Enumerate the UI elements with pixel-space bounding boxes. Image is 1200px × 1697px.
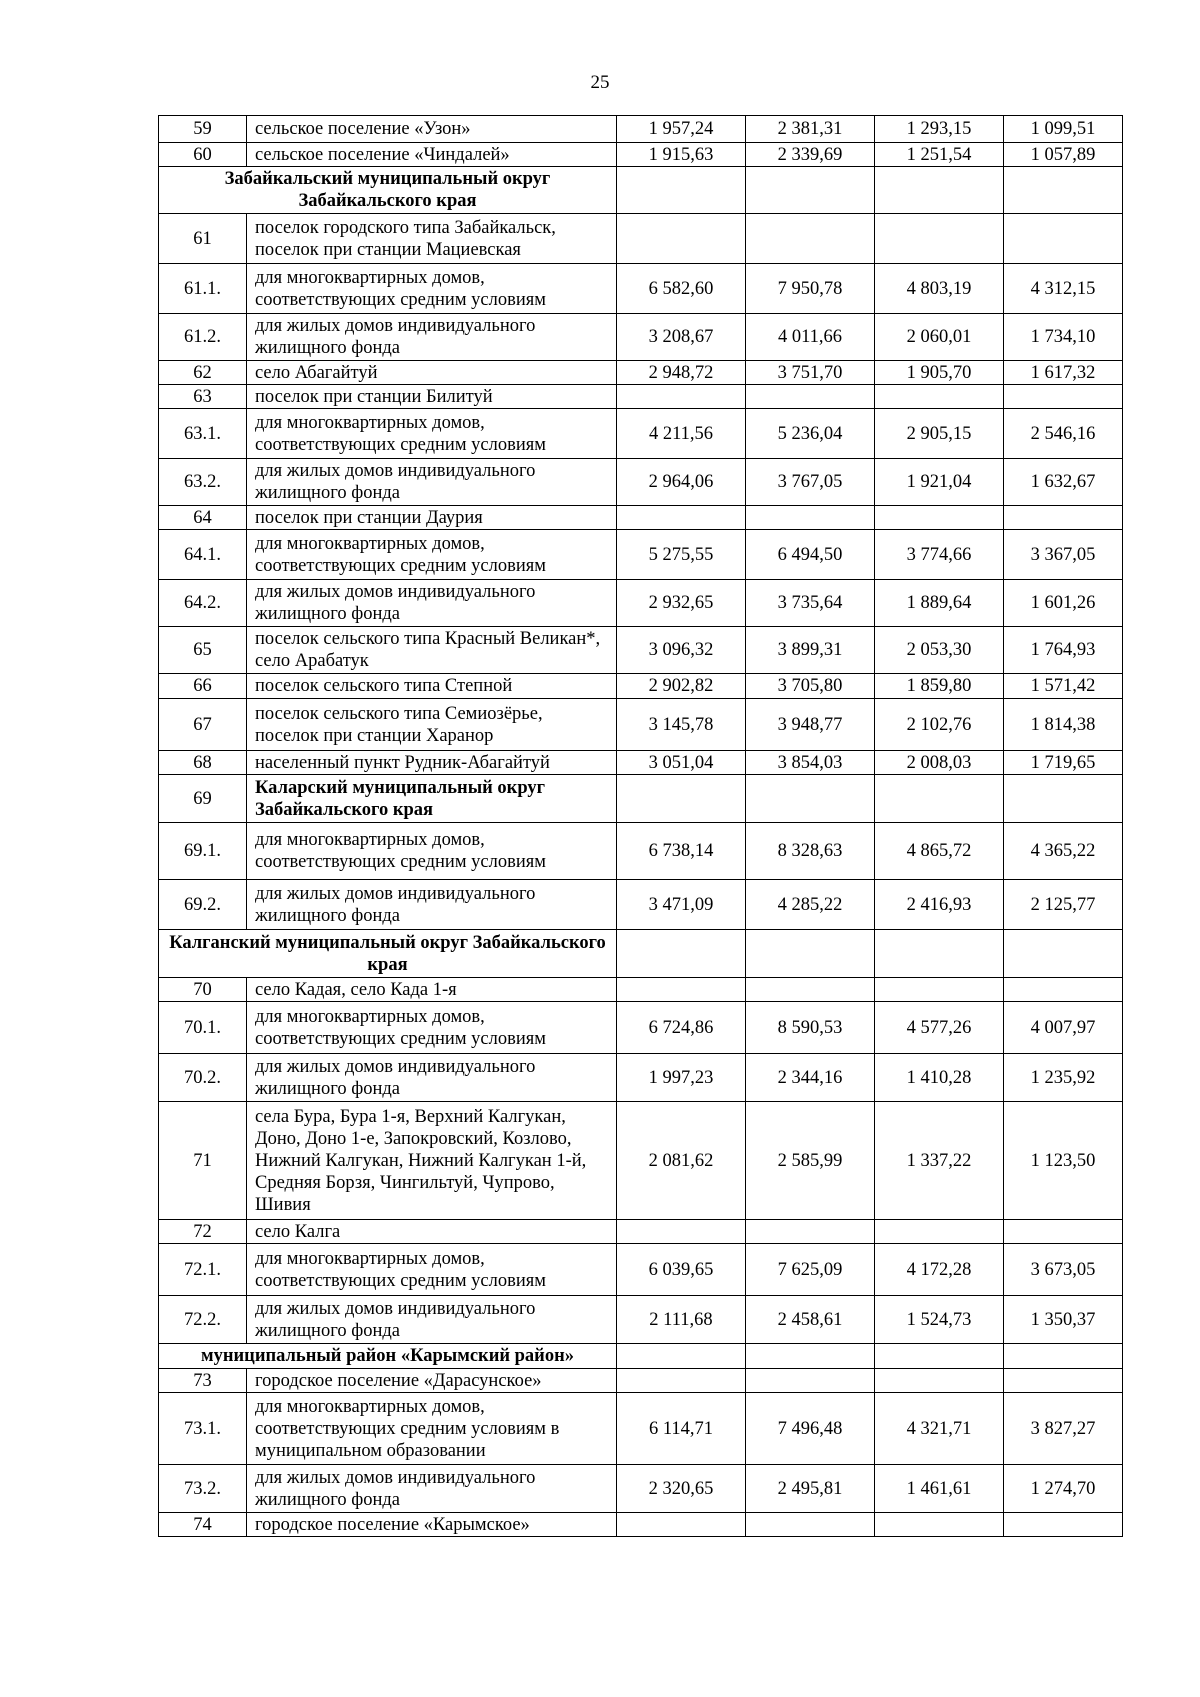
section-heading: Забайкальский муниципальный округ Забайкальского края <box>159 167 617 214</box>
value-cell <box>617 978 746 1002</box>
empty-cell <box>617 930 746 978</box>
value-cell: 2 495,81 <box>746 1465 875 1513</box>
table-row <box>159 1296 1123 1344</box>
row-number: 67 <box>159 699 247 751</box>
row-number: 66 <box>159 674 247 699</box>
value-cell: 3 673,05 <box>1004 1244 1123 1296</box>
row-name: села Бура, Бура 1-я, Верхний Калгукан, Доно, Доно 1-е, Запокровский, Козлово, Нижний Калгукан, Нижний Калгукан 1-й, Средняя Борзя, Чингильтуй, Чупрово, Шивия <box>247 1102 617 1220</box>
table-row <box>159 1513 1123 1537</box>
value-cell: 2 102,76 <box>875 699 1004 751</box>
value-cell: 1 957,24 <box>617 116 746 143</box>
row-name: сельское поселение «Узон» <box>247 116 617 143</box>
table-row <box>159 674 1123 699</box>
empty-cell <box>875 167 1004 214</box>
section-heading: Калганский муниципальный округ Забайкальского края <box>159 930 617 978</box>
value-cell <box>746 1513 875 1537</box>
value-cell: 2 905,15 <box>875 409 1004 459</box>
value-cell: 6 039,65 <box>617 1244 746 1296</box>
value-cell: 1 461,61 <box>875 1465 1004 1513</box>
table-row <box>159 143 1123 167</box>
row-name: поселок сельского типа Степной <box>247 674 617 699</box>
row-name: поселок сельского типа Красный Великан*, село Арабатук <box>247 627 617 674</box>
table-row <box>159 214 1123 264</box>
tariff-table <box>158 115 1123 1537</box>
row-number: 73 <box>159 1369 247 1393</box>
row-name: для жилых домов индивидуального жилищного фонда <box>247 580 617 627</box>
row-number: 60 <box>159 143 247 167</box>
row-number: 69.2. <box>159 880 247 930</box>
row-name: для многоквартирных домов, соответствующих средним условиям <box>247 264 617 314</box>
row-number: 72.1. <box>159 1244 247 1296</box>
value-cell: 6 114,71 <box>617 1393 746 1465</box>
table-row <box>159 1369 1123 1393</box>
value-cell: 1 571,42 <box>1004 674 1123 699</box>
value-cell: 4 321,71 <box>875 1393 1004 1465</box>
table-row <box>159 409 1123 459</box>
value-cell: 1 410,28 <box>875 1054 1004 1102</box>
value-cell <box>1004 506 1123 530</box>
value-cell: 1 601,26 <box>1004 580 1123 627</box>
value-cell: 3 767,05 <box>746 459 875 506</box>
value-cell: 7 950,78 <box>746 264 875 314</box>
value-cell: 4 007,97 <box>1004 1002 1123 1054</box>
row-name: поселок при станции Даурия <box>247 506 617 530</box>
value-cell: 4 312,15 <box>1004 264 1123 314</box>
value-cell <box>617 1220 746 1244</box>
value-cell: 3 751,70 <box>746 361 875 385</box>
table-row <box>159 1244 1123 1296</box>
value-cell: 3 948,77 <box>746 699 875 751</box>
value-cell <box>875 214 1004 264</box>
value-cell <box>617 214 746 264</box>
value-cell: 4 172,28 <box>875 1244 1004 1296</box>
empty-cell <box>1004 775 1123 823</box>
value-cell: 2 344,16 <box>746 1054 875 1102</box>
row-number: 63.2. <box>159 459 247 506</box>
row-name: поселок сельского типа Семиозёрье, поселок при станции Харанор <box>247 699 617 751</box>
value-cell <box>746 1220 875 1244</box>
row-name: поселок при станции Билитуй <box>247 385 617 409</box>
value-cell: 4 365,22 <box>1004 823 1123 880</box>
value-cell: 3 208,67 <box>617 314 746 361</box>
row-number: 68 <box>159 751 247 775</box>
value-cell: 2 948,72 <box>617 361 746 385</box>
row-name: сельское поселение «Чиндалей» <box>247 143 617 167</box>
value-cell: 4 865,72 <box>875 823 1004 880</box>
table-row <box>159 1054 1123 1102</box>
value-cell: 3 705,80 <box>746 674 875 699</box>
row-name: городское поселение «Дарасунское» <box>247 1369 617 1393</box>
table-row <box>159 264 1123 314</box>
row-number: 64 <box>159 506 247 530</box>
empty-cell <box>617 1344 746 1369</box>
value-cell: 1 764,93 <box>1004 627 1123 674</box>
value-cell: 2 585,99 <box>746 1102 875 1220</box>
value-cell: 6 724,86 <box>617 1002 746 1054</box>
value-cell: 3 367,05 <box>1004 530 1123 580</box>
value-cell: 4 285,22 <box>746 880 875 930</box>
value-cell: 3 899,31 <box>746 627 875 674</box>
value-cell <box>875 385 1004 409</box>
value-cell: 4 211,56 <box>617 409 746 459</box>
value-cell: 3 051,04 <box>617 751 746 775</box>
value-cell: 1 915,63 <box>617 143 746 167</box>
value-cell: 3 735,64 <box>746 580 875 627</box>
value-cell: 3 774,66 <box>875 530 1004 580</box>
table-row <box>159 1102 1123 1220</box>
table-row <box>159 1393 1123 1465</box>
section-heading: муниципальный район «Карымский район» <box>159 1344 617 1369</box>
value-cell: 1 524,73 <box>875 1296 1004 1344</box>
table-row <box>159 116 1123 143</box>
table-row <box>159 699 1123 751</box>
row-number: 70.1. <box>159 1002 247 1054</box>
value-cell: 2 111,68 <box>617 1296 746 1344</box>
value-cell: 2 546,16 <box>1004 409 1123 459</box>
row-number: 69 <box>159 775 247 823</box>
table-row <box>159 385 1123 409</box>
value-cell: 3 096,32 <box>617 627 746 674</box>
value-cell <box>617 1369 746 1393</box>
value-cell: 2 081,62 <box>617 1102 746 1220</box>
value-cell: 1 889,64 <box>875 580 1004 627</box>
value-cell <box>1004 214 1123 264</box>
table-row <box>159 459 1123 506</box>
value-cell: 8 328,63 <box>746 823 875 880</box>
value-cell <box>1004 978 1123 1002</box>
value-cell: 3 471,09 <box>617 880 746 930</box>
value-cell: 2 964,06 <box>617 459 746 506</box>
row-name: село Калга <box>247 1220 617 1244</box>
value-cell <box>746 978 875 1002</box>
empty-cell <box>875 930 1004 978</box>
empty-cell <box>875 1344 1004 1369</box>
value-cell <box>1004 385 1123 409</box>
value-cell: 2 339,69 <box>746 143 875 167</box>
row-name: для многоквартирных домов, соответствующих средним условиям <box>247 530 617 580</box>
table-row <box>159 506 1123 530</box>
row-number: 63 <box>159 385 247 409</box>
row-number: 70.2. <box>159 1054 247 1102</box>
row-number: 59 <box>159 116 247 143</box>
section-heading: Каларский муниципальный округ Забайкальского края <box>247 775 617 823</box>
value-cell: 1 350,37 <box>1004 1296 1123 1344</box>
row-number: 61.1. <box>159 264 247 314</box>
value-cell: 1 859,80 <box>875 674 1004 699</box>
value-cell <box>1004 1220 1123 1244</box>
value-cell: 7 496,48 <box>746 1393 875 1465</box>
value-cell: 2 381,31 <box>746 116 875 143</box>
value-cell: 2 008,03 <box>875 751 1004 775</box>
row-number: 72 <box>159 1220 247 1244</box>
value-cell: 3 827,27 <box>1004 1393 1123 1465</box>
value-cell <box>746 385 875 409</box>
row-number: 61.2. <box>159 314 247 361</box>
table-row <box>159 1465 1123 1513</box>
value-cell <box>875 1513 1004 1537</box>
empty-cell <box>617 775 746 823</box>
table-row <box>159 627 1123 674</box>
value-cell: 5 275,55 <box>617 530 746 580</box>
row-name: поселок городского типа Забайкальск, поселок при станции Мациевская <box>247 214 617 264</box>
value-cell: 2 902,82 <box>617 674 746 699</box>
value-cell: 4 803,19 <box>875 264 1004 314</box>
value-cell: 1 905,70 <box>875 361 1004 385</box>
row-name: для многоквартирных домов, соответствующих средним условиям <box>247 409 617 459</box>
empty-cell <box>746 167 875 214</box>
row-name: село Кадая, село Када 1-я <box>247 978 617 1002</box>
value-cell: 2 053,30 <box>875 627 1004 674</box>
table-row <box>159 978 1123 1002</box>
value-cell: 1 057,89 <box>1004 143 1123 167</box>
row-number: 65 <box>159 627 247 674</box>
row-name: для многоквартирных домов, соответствующих средним условиям <box>247 1244 617 1296</box>
table-row <box>159 580 1123 627</box>
value-cell <box>875 506 1004 530</box>
value-cell <box>617 385 746 409</box>
table-row <box>159 530 1123 580</box>
value-cell: 1 921,04 <box>875 459 1004 506</box>
value-cell: 1 997,23 <box>617 1054 746 1102</box>
table-row <box>159 823 1123 880</box>
table-row <box>159 1220 1123 1244</box>
value-cell: 7 625,09 <box>746 1244 875 1296</box>
table-row <box>159 167 1123 214</box>
page-number: 25 <box>590 72 610 93</box>
value-cell: 1 251,54 <box>875 143 1004 167</box>
row-number: 64.2. <box>159 580 247 627</box>
value-cell: 2 060,01 <box>875 314 1004 361</box>
table-row <box>159 361 1123 385</box>
table-row <box>159 751 1123 775</box>
row-number: 64.1. <box>159 530 247 580</box>
table-row <box>159 314 1123 361</box>
row-number: 62 <box>159 361 247 385</box>
value-cell <box>746 506 875 530</box>
empty-cell <box>1004 167 1123 214</box>
value-cell: 2 932,65 <box>617 580 746 627</box>
empty-cell <box>1004 930 1123 978</box>
value-cell: 2 125,77 <box>1004 880 1123 930</box>
row-name: село Абагайтуй <box>247 361 617 385</box>
value-cell: 2 320,65 <box>617 1465 746 1513</box>
row-name: для жилых домов индивидуального жилищного фонда <box>247 459 617 506</box>
value-cell <box>875 1369 1004 1393</box>
empty-cell <box>746 930 875 978</box>
row-number: 69.1. <box>159 823 247 880</box>
row-number: 73.1. <box>159 1393 247 1465</box>
row-name: для многоквартирных домов, соответствующих средним условиям в муниципальном образовании <box>247 1393 617 1465</box>
row-number: 73.2. <box>159 1465 247 1513</box>
empty-cell <box>746 1344 875 1369</box>
value-cell: 2 458,61 <box>746 1296 875 1344</box>
row-name: городское поселение «Карымское» <box>247 1513 617 1537</box>
value-cell: 1 293,15 <box>875 116 1004 143</box>
row-number: 61 <box>159 214 247 264</box>
value-cell: 6 738,14 <box>617 823 746 880</box>
row-number: 70 <box>159 978 247 1002</box>
row-number: 71 <box>159 1102 247 1220</box>
row-number: 74 <box>159 1513 247 1537</box>
value-cell <box>875 978 1004 1002</box>
empty-cell <box>1004 1344 1123 1369</box>
value-cell: 5 236,04 <box>746 409 875 459</box>
value-cell: 1 235,92 <box>1004 1054 1123 1102</box>
value-cell: 3 854,03 <box>746 751 875 775</box>
table-row <box>159 1344 1123 1369</box>
table-row <box>159 775 1123 823</box>
empty-cell <box>746 775 875 823</box>
row-number: 72.2. <box>159 1296 247 1344</box>
value-cell: 6 494,50 <box>746 530 875 580</box>
value-cell <box>1004 1513 1123 1537</box>
value-cell <box>746 1369 875 1393</box>
value-cell <box>875 1220 1004 1244</box>
value-cell: 1 719,65 <box>1004 751 1123 775</box>
table-row <box>159 880 1123 930</box>
row-number: 63.1. <box>159 409 247 459</box>
row-name: населенный пункт Рудник-Абагайтуй <box>247 751 617 775</box>
empty-cell <box>875 775 1004 823</box>
value-cell: 2 416,93 <box>875 880 1004 930</box>
value-cell: 1 274,70 <box>1004 1465 1123 1513</box>
table-row <box>159 930 1123 978</box>
row-name: для жилых домов индивидуального жилищного фонда <box>247 880 617 930</box>
row-name: для многоквартирных домов, соответствующих средним условиям <box>247 823 617 880</box>
value-cell: 1 099,51 <box>1004 116 1123 143</box>
value-cell <box>746 214 875 264</box>
value-cell: 1 814,38 <box>1004 699 1123 751</box>
row-name: для жилых домов индивидуального жилищного фонда <box>247 1054 617 1102</box>
value-cell: 1 734,10 <box>1004 314 1123 361</box>
row-name: для жилых домов индивидуального жилищного фонда <box>247 1465 617 1513</box>
empty-cell <box>617 167 746 214</box>
value-cell: 8 590,53 <box>746 1002 875 1054</box>
value-cell <box>1004 1369 1123 1393</box>
value-cell: 1 617,32 <box>1004 361 1123 385</box>
value-cell <box>617 1513 746 1537</box>
row-name: для жилых домов индивидуального жилищного фонда <box>247 1296 617 1344</box>
row-name: для многоквартирных домов, соответствующих средним условиям <box>247 1002 617 1054</box>
row-name: для жилых домов индивидуального жилищного фонда <box>247 314 617 361</box>
value-cell: 1 337,22 <box>875 1102 1004 1220</box>
value-cell: 1 632,67 <box>1004 459 1123 506</box>
table-row <box>159 1002 1123 1054</box>
value-cell: 4 577,26 <box>875 1002 1004 1054</box>
value-cell: 1 123,50 <box>1004 1102 1123 1220</box>
value-cell: 3 145,78 <box>617 699 746 751</box>
tariff-table-body <box>159 116 1123 1537</box>
value-cell: 6 582,60 <box>617 264 746 314</box>
value-cell <box>617 506 746 530</box>
value-cell: 4 011,66 <box>746 314 875 361</box>
